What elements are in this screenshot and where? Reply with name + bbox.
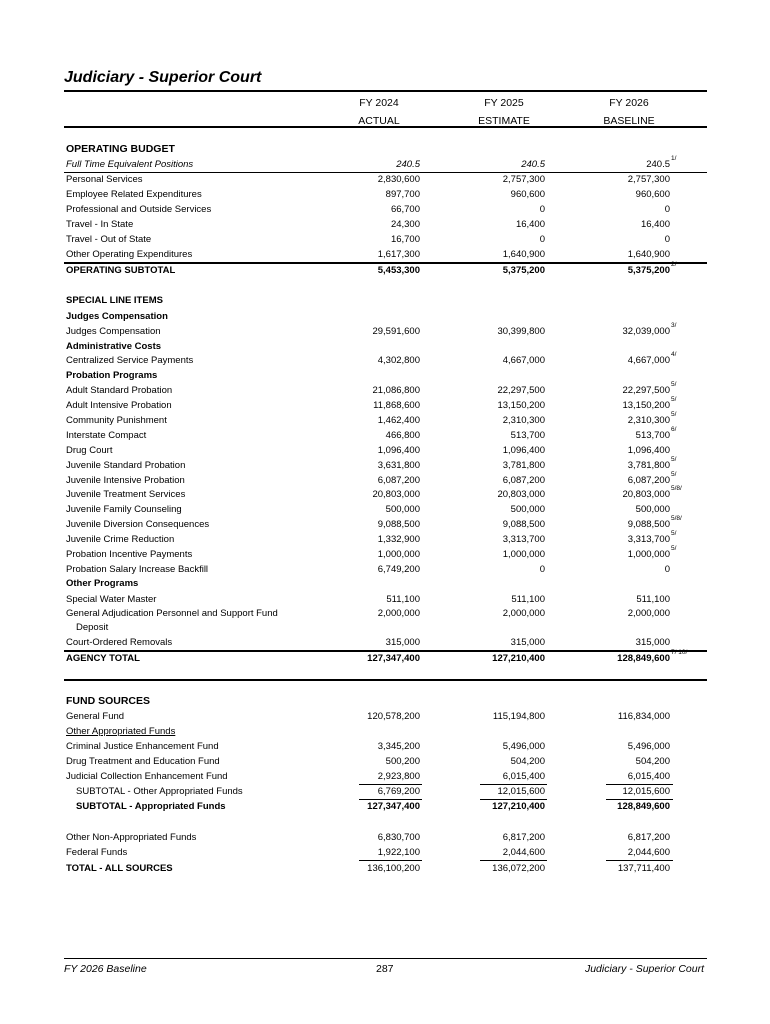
value-fy2026: 12,015,600 bbox=[622, 786, 670, 797]
table-row bbox=[66, 635, 706, 650]
value-fy2026: 504,200 bbox=[635, 756, 670, 767]
special-line-items-heading bbox=[66, 293, 706, 308]
value-fy2026: 22,297,500 bbox=[622, 385, 670, 396]
subsection-heading bbox=[66, 339, 706, 354]
table-row bbox=[66, 247, 706, 262]
value-fy2025: 16,400 bbox=[515, 219, 545, 230]
row-label: Drug Treatment and Education Fund bbox=[66, 756, 220, 767]
value-fy2025: 0 bbox=[539, 234, 545, 245]
value-fy2024: 511,100 bbox=[386, 594, 420, 605]
value-fy2025: 13,150,200 bbox=[497, 400, 545, 411]
row-label: Juvenile Family Counseling bbox=[66, 504, 182, 515]
row-label: Full Time Equivalent Positions bbox=[66, 159, 194, 170]
value-fy2024: 11,868,600 bbox=[373, 400, 420, 411]
table-row bbox=[66, 473, 706, 488]
table-row bbox=[66, 324, 706, 339]
row-label: Other Operating Expenditures bbox=[66, 249, 193, 260]
value-fy2026: 9,088,500 bbox=[627, 519, 670, 530]
page-title: Judiciary - Superior Court bbox=[64, 69, 262, 86]
table-row bbox=[66, 592, 706, 607]
table-row bbox=[66, 398, 706, 413]
row-label: SUBTOTAL - Other Appropriated Funds bbox=[76, 786, 243, 797]
total-all-sources-row bbox=[66, 861, 706, 876]
row-label: Special Water Master bbox=[66, 594, 157, 605]
subsection-label: Other Programs bbox=[66, 578, 139, 589]
subtotal-appropriated-row bbox=[66, 799, 706, 814]
value-fy2026: 1,640,900 bbox=[627, 249, 670, 260]
row-label: Federal Funds bbox=[66, 847, 128, 858]
value-fy2025: 4,667,000 bbox=[502, 355, 545, 366]
footnote-marker: 5/8/ bbox=[671, 485, 682, 492]
value-fy2026: 1,096,400 bbox=[627, 445, 670, 456]
value-fy2024: 21,086,800 bbox=[372, 385, 420, 396]
value-fy2026: 16,400 bbox=[640, 219, 670, 230]
value-fy2024: 1,000,000 bbox=[377, 549, 420, 560]
value-fy2026: 137,711,400 bbox=[617, 863, 670, 874]
value-fy2025: 6,817,200 bbox=[502, 832, 545, 843]
table-row bbox=[66, 187, 706, 202]
table-row bbox=[66, 562, 706, 577]
value-fy2024: 6,749,200 bbox=[377, 564, 420, 575]
header-rule bbox=[64, 126, 707, 128]
value-fy2025: 22,297,500 bbox=[497, 385, 545, 396]
footnote-marker: 5/ bbox=[671, 411, 677, 418]
value-fy2025: 20,803,000 bbox=[497, 489, 545, 500]
value-fy2024: 3,631,800 bbox=[377, 460, 420, 471]
row-label: Juvenile Crime Reduction bbox=[66, 534, 175, 545]
subsection-label: Other Appropriated Funds bbox=[66, 726, 176, 737]
value-fy2025: 500,000 bbox=[510, 504, 545, 515]
row-label: Deposit bbox=[76, 622, 109, 633]
value-fy2024: 5,453,300 bbox=[377, 265, 420, 276]
column-kind: ESTIMATE bbox=[478, 115, 530, 127]
value-fy2026: 0 bbox=[664, 234, 670, 245]
column-header-fy2025 bbox=[449, 97, 559, 128]
value-fy2026: 6,087,200 bbox=[627, 475, 670, 486]
table-row bbox=[66, 428, 706, 443]
table-row bbox=[66, 232, 706, 247]
value-fy2026: 128,849,600 bbox=[617, 801, 670, 812]
value-fy2026: 13,150,200 bbox=[622, 400, 670, 411]
value-fy2024: 120,578,200 bbox=[367, 711, 420, 722]
subsection-heading bbox=[66, 368, 706, 383]
value-fy2026: 6,015,400 bbox=[627, 771, 670, 782]
table-row bbox=[66, 606, 706, 621]
footnote-marker: 3/ bbox=[671, 322, 677, 329]
value-fy2024: 2,923,800 bbox=[377, 771, 420, 782]
row-label: Travel - Out of State bbox=[66, 234, 152, 245]
value-fy2024: 1,922,100 bbox=[377, 847, 420, 858]
value-fy2024: 127,347,400 bbox=[367, 801, 420, 812]
row-label: Juvenile Diversion Consequences bbox=[66, 519, 210, 530]
value-fy2025: 6,087,200 bbox=[502, 475, 545, 486]
row-label: Judicial Collection Enhancement Fund bbox=[66, 771, 228, 782]
value-fy2026: 513,700 bbox=[635, 430, 670, 441]
row-label: Other Non-Appropriated Funds bbox=[66, 832, 197, 843]
value-fy2024: 66,700 bbox=[390, 204, 420, 215]
footnote-marker: 7/ 10/ bbox=[671, 649, 688, 656]
value-fy2025: 136,072,200 bbox=[492, 863, 545, 874]
value-fy2025: 2,757,300 bbox=[502, 174, 545, 185]
row-label: Court-Ordered Removals bbox=[66, 637, 173, 648]
row-label: Centralized Service Payments bbox=[66, 355, 194, 366]
value-fy2024: 29,591,600 bbox=[372, 326, 420, 337]
table-row bbox=[66, 709, 706, 724]
operating-budget-heading bbox=[66, 142, 706, 157]
value-fy2026: 32,039,000 bbox=[622, 326, 670, 337]
table-row bbox=[66, 443, 706, 458]
row-label: Probation Salary Increase Backfill bbox=[66, 564, 209, 575]
row-label: Personal Services bbox=[66, 174, 143, 185]
value-fy2024: 1,617,300 bbox=[377, 249, 420, 260]
value-fy2026: 0 bbox=[664, 564, 670, 575]
table-row bbox=[66, 754, 706, 769]
subsection-label: Judges Compensation bbox=[66, 311, 168, 322]
row-label: Travel - In State bbox=[66, 219, 134, 230]
value-fy2026: 5,375,200 bbox=[627, 265, 670, 276]
row-label: Judges Compensation bbox=[66, 326, 161, 337]
subsection-label: Probation Programs bbox=[66, 370, 158, 381]
value-fy2026: 960,600 bbox=[635, 189, 670, 200]
column-year: FY 2026 bbox=[609, 97, 649, 109]
value-fy2024: 16,700 bbox=[390, 234, 420, 245]
value-fy2024: 500,200 bbox=[385, 756, 420, 767]
value-fy2026: 5,496,000 bbox=[627, 741, 670, 752]
value-fy2024: 3,345,200 bbox=[377, 741, 420, 752]
value-fy2024: 1,096,400 bbox=[377, 445, 420, 456]
value-fy2026: 2,044,600 bbox=[627, 847, 670, 858]
value-fy2024: 2,000,000 bbox=[377, 608, 420, 619]
footnote-marker: 1/ bbox=[671, 155, 677, 162]
footer-right: Judiciary - Superior Court bbox=[584, 963, 704, 975]
value-fy2026: 1,000,000 bbox=[627, 549, 670, 560]
value-fy2025: 127,210,400 bbox=[492, 801, 545, 812]
footnote-marker: 5/ bbox=[671, 456, 677, 463]
value-fy2025: 6,015,400 bbox=[502, 771, 545, 782]
table-row bbox=[66, 202, 706, 217]
table-row bbox=[66, 517, 706, 532]
value-fy2024: 9,088,500 bbox=[377, 519, 420, 530]
subsection-heading bbox=[66, 576, 706, 591]
value-fy2024: 136,100,200 bbox=[367, 863, 420, 874]
value-fy2025: 511,100 bbox=[511, 594, 545, 605]
value-fy2024: 500,000 bbox=[385, 504, 420, 515]
row-label: Employee Related Expenditures bbox=[66, 189, 202, 200]
operating-subtotal-row bbox=[66, 263, 706, 278]
footnote-marker: 5/ bbox=[671, 530, 677, 537]
value-fy2025: 1,000,000 bbox=[502, 549, 545, 560]
value-fy2026: 2,000,000 bbox=[627, 608, 670, 619]
subsection-label: Administrative Costs bbox=[66, 341, 162, 352]
table-row bbox=[66, 458, 706, 473]
footnote-marker: 5/ bbox=[671, 381, 677, 388]
row-label: General Adjudication Personnel and Support Fund bbox=[66, 608, 278, 619]
value-fy2026: 315,000 bbox=[635, 637, 670, 648]
value-fy2026: 2,310,300 bbox=[627, 415, 670, 426]
title-rule bbox=[64, 90, 707, 92]
column-header-fy2026 bbox=[574, 97, 684, 128]
value-fy2024: 1,462,400 bbox=[377, 415, 420, 426]
value-fy2025: 9,088,500 bbox=[502, 519, 545, 530]
value-fy2025: 0 bbox=[539, 204, 545, 215]
table-row bbox=[66, 157, 706, 172]
row-label: General Fund bbox=[66, 711, 125, 722]
table-row bbox=[66, 502, 706, 517]
section-heading: FUND SOURCES bbox=[66, 695, 151, 707]
footer-left: FY 2026 Baseline bbox=[64, 963, 147, 975]
row-label: Professional and Outside Services bbox=[66, 204, 212, 215]
row-label: SUBTOTAL - Appropriated Funds bbox=[76, 801, 226, 812]
value-fy2024: 6,087,200 bbox=[377, 475, 420, 486]
row-label: Criminal Justice Enhancement Fund bbox=[66, 741, 219, 752]
value-fy2025: 5,375,200 bbox=[502, 265, 545, 276]
column-kind: BASELINE bbox=[603, 115, 655, 127]
row-label: Juvenile Standard Probation bbox=[66, 460, 186, 471]
table-row bbox=[66, 413, 706, 428]
value-fy2025: 2,310,300 bbox=[502, 415, 545, 426]
section-heading: OPERATING BUDGET bbox=[66, 143, 175, 155]
value-fy2025: 12,015,600 bbox=[497, 786, 545, 797]
value-fy2024: 2,830,600 bbox=[377, 174, 420, 185]
value-fy2026: 128,849,600 bbox=[617, 653, 670, 664]
table-row bbox=[66, 769, 706, 784]
value-fy2024: 4,302,800 bbox=[377, 355, 420, 366]
value-fy2024: 6,830,700 bbox=[377, 832, 420, 843]
value-fy2025: 5,496,000 bbox=[502, 741, 545, 752]
row-label: Juvenile Intensive Probation bbox=[66, 475, 185, 486]
table-row bbox=[66, 845, 706, 860]
value-fy2025: 3,313,700 bbox=[502, 534, 545, 545]
value-fy2024: 897,700 bbox=[385, 189, 420, 200]
column-year: FY 2024 bbox=[359, 97, 399, 109]
footnote-marker: 2/ bbox=[671, 261, 677, 268]
subtotal-other-row bbox=[66, 784, 706, 799]
value-fy2025: 240.5 bbox=[521, 159, 545, 170]
column-kind: ACTUAL bbox=[358, 115, 400, 127]
table-row bbox=[66, 830, 706, 845]
table-row bbox=[66, 217, 706, 232]
footnote-marker: 6/ bbox=[671, 426, 677, 433]
fund-sources-heading bbox=[66, 694, 706, 709]
value-fy2026: 2,757,300 bbox=[627, 174, 670, 185]
value-fy2024: 1,332,900 bbox=[377, 534, 420, 545]
table-row-continuation bbox=[66, 620, 706, 635]
footnote-marker: 5/ bbox=[671, 396, 677, 403]
section-heading: SPECIAL LINE ITEMS bbox=[66, 295, 163, 306]
value-fy2025: 1,640,900 bbox=[502, 249, 545, 260]
value-fy2026: 0 bbox=[664, 204, 670, 215]
subsection-heading bbox=[66, 724, 706, 739]
value-fy2025: 0 bbox=[539, 564, 545, 575]
value-fy2024: 24,300 bbox=[390, 219, 420, 230]
table-row bbox=[66, 487, 706, 502]
value-fy2026: 20,803,000 bbox=[622, 489, 670, 500]
value-fy2024: 466,800 bbox=[385, 430, 420, 441]
rule bbox=[64, 679, 707, 681]
row-label: TOTAL - ALL SOURCES bbox=[66, 863, 173, 874]
value-fy2025: 3,781,800 bbox=[502, 460, 545, 471]
subsection-heading bbox=[66, 309, 706, 324]
table-row bbox=[66, 383, 706, 398]
table-row bbox=[66, 172, 706, 187]
value-fy2026: 3,313,700 bbox=[627, 534, 670, 545]
column-header-fy2024 bbox=[324, 97, 434, 128]
row-label: OPERATING SUBTOTAL bbox=[66, 265, 176, 276]
value-fy2025: 2,000,000 bbox=[502, 608, 545, 619]
table-row bbox=[66, 532, 706, 547]
value-fy2026: 116,834,000 bbox=[617, 711, 670, 722]
value-fy2026: 240.5 bbox=[646, 159, 670, 170]
value-fy2025: 2,044,600 bbox=[502, 847, 545, 858]
value-fy2024: 315,000 bbox=[385, 637, 420, 648]
value-fy2026: 3,781,800 bbox=[627, 460, 670, 471]
footnote-marker: 5/8/ bbox=[671, 515, 682, 522]
footnote-marker: 4/ bbox=[671, 351, 677, 358]
footer-rule bbox=[64, 958, 707, 959]
value-fy2025: 30,399,800 bbox=[497, 326, 545, 337]
value-fy2026: 4,667,000 bbox=[627, 355, 670, 366]
table-row bbox=[66, 739, 706, 754]
row-label: Juvenile Treatment Services bbox=[66, 489, 186, 500]
value-fy2026: 6,817,200 bbox=[627, 832, 670, 843]
value-fy2025: 504,200 bbox=[510, 756, 545, 767]
row-label: Interstate Compact bbox=[66, 430, 147, 441]
row-label: Community Punishment bbox=[66, 415, 167, 426]
value-fy2026: 500,000 bbox=[635, 504, 670, 515]
value-fy2026: 511,100 bbox=[636, 594, 670, 605]
agency-total-row bbox=[66, 651, 706, 666]
column-year: FY 2025 bbox=[484, 97, 524, 109]
value-fy2024: 127,347,400 bbox=[367, 653, 420, 664]
table-row bbox=[66, 547, 706, 562]
value-fy2024: 240.5 bbox=[396, 159, 420, 170]
footnote-marker: 5/ bbox=[671, 545, 677, 552]
value-fy2025: 960,600 bbox=[510, 189, 545, 200]
page-number: 287 bbox=[376, 963, 394, 975]
value-fy2025: 513,700 bbox=[510, 430, 545, 441]
value-fy2024: 20,803,000 bbox=[372, 489, 420, 500]
value-fy2025: 115,194,800 bbox=[492, 711, 545, 722]
value-fy2025: 1,096,400 bbox=[502, 445, 545, 456]
value-fy2024: 6,769,200 bbox=[377, 786, 420, 797]
value-fy2025: 315,000 bbox=[510, 637, 545, 648]
footnote-marker: 5/ bbox=[671, 471, 677, 478]
value-fy2025: 127,210,400 bbox=[492, 653, 545, 664]
table-row bbox=[66, 353, 706, 368]
row-label: Adult Standard Probation bbox=[66, 385, 173, 396]
row-label: Adult Intensive Probation bbox=[66, 400, 172, 411]
row-label: AGENCY TOTAL bbox=[66, 653, 140, 664]
row-label: Probation Incentive Payments bbox=[66, 549, 193, 560]
row-label: Drug Court bbox=[66, 445, 113, 456]
